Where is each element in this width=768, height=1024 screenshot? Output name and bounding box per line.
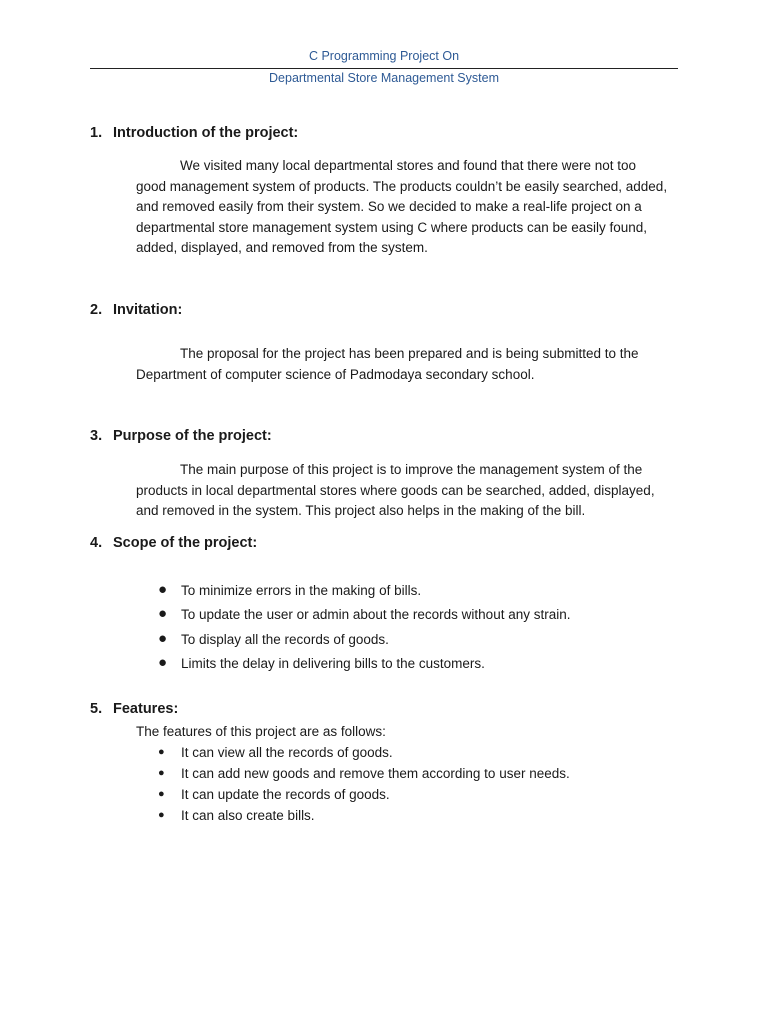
header-rule <box>90 68 678 69</box>
bullet-icon: ● <box>158 809 165 821</box>
introduction-paragraph <box>136 156 681 259</box>
list-item-text: To minimize errors in the making of bills. <box>181 583 422 598</box>
section-heading-scope <box>90 535 257 551</box>
section-title: Introduction of the project: <box>113 125 299 141</box>
bullet-icon: ● <box>158 605 168 623</box>
list-item-text: It can update the records of goods. <box>181 787 390 802</box>
section-number: 4. <box>90 535 103 551</box>
list-item-text: It can add new goods and remove them according to user needs. <box>181 766 570 781</box>
bullet-icon: ● <box>158 788 165 800</box>
bullet-icon: ● <box>158 653 168 671</box>
section-heading-introduction <box>90 125 298 141</box>
section-title: Scope of the project: <box>113 535 258 551</box>
section-title: Purpose of the project: <box>113 428 272 444</box>
paragraph-line: good management system of products. The products couldn’t be easily searched, added, <box>136 178 668 194</box>
section-number: 5. <box>90 701 103 717</box>
section-heading-invitation <box>90 302 182 318</box>
list-item-text: To update the user or admin about the records without any strain. <box>181 607 571 623</box>
paragraph-line: and removed easily from their system. So we decided to make a real-life project on a <box>136 199 642 215</box>
bullet-icon: ● <box>158 581 168 598</box>
purpose-paragraph <box>136 460 681 522</box>
list-item-text: It can view all the records of goods. <box>181 745 393 760</box>
paragraph-line: added, displayed, and removed from the system. <box>136 240 428 256</box>
paragraph-line: Department of computer science of Padmodaya secondary school. <box>136 366 535 382</box>
list-item-text: Limits the delay in delivering bills to the customers. <box>181 655 485 671</box>
header-title: C Programming Project On <box>308 49 460 63</box>
invitation-paragraph <box>136 344 681 385</box>
paragraph-line: and removed in the system. This project also helps in the making of the bill. <box>136 503 586 519</box>
section-number: 1. <box>90 125 103 141</box>
header-subtitle: Departmental Store Management System <box>269 71 499 85</box>
paragraph-line: products in local departmental stores where goods can be searched, added, displayed, <box>136 482 655 498</box>
section-heading-purpose <box>90 428 272 444</box>
features-intro: The features of this project are as follows: <box>136 724 386 739</box>
section-number: 3. <box>90 428 103 444</box>
section-title: Features: <box>113 701 179 717</box>
list-item-text: It can also create bills. <box>181 808 315 823</box>
paragraph-line: The main purpose of this project is to improve the management system of the <box>180 462 643 477</box>
bullet-icon: ● <box>158 746 165 758</box>
paragraph-line: We visited many local departmental stores and found that there were not too <box>180 158 637 173</box>
paragraph-line: departmental store management system using C where products can be easily found, <box>136 219 648 235</box>
bullet-icon: ● <box>158 629 168 647</box>
section-title: Invitation: <box>113 302 183 318</box>
paragraph-line: The proposal for the project has been prepared and is being submitted to the <box>180 346 639 361</box>
section-heading-features <box>90 701 178 717</box>
section-number: 2. <box>90 302 103 318</box>
bullet-icon: ● <box>158 767 165 779</box>
list-item-text: To display all the records of goods. <box>181 631 389 647</box>
